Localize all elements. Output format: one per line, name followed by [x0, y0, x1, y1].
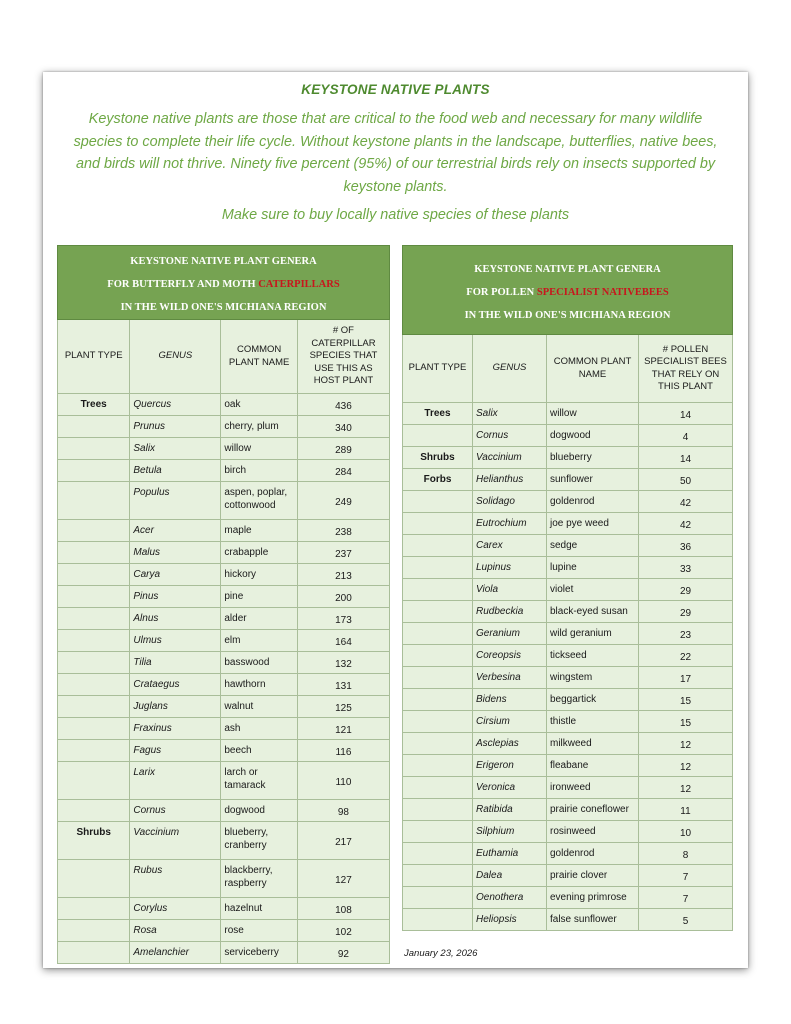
plant-type-cell	[58, 898, 130, 920]
table-row	[58, 898, 390, 920]
intro-paragraph: Keystone native plants are those that are critical to the food web and necessary for many wildlife species to complete their life cycle. Without keystone plants in the landscape, butterflies, native bees, and birds will not thrive. Ninety five percent (95%) of our terrestrial birds rely on insects supported by keystone plants.	[73, 111, 718, 195]
genus-cell: Vaccinium	[473, 447, 547, 469]
table-row	[58, 920, 390, 942]
column-header-genus: GENUS	[130, 320, 221, 394]
genus-cell: Viola	[473, 579, 547, 601]
plant-type-cell	[58, 762, 130, 800]
table-row	[403, 689, 733, 711]
common-name-cell: black-eyed susan	[547, 601, 639, 623]
common-name-cell: dogwood	[221, 800, 298, 822]
count-cell: 8	[639, 843, 733, 865]
table-row	[58, 564, 390, 586]
count-cell: 340	[297, 416, 389, 438]
count-cell: 238	[297, 520, 389, 542]
genus-cell: Quercus	[130, 394, 221, 416]
table-row	[403, 821, 733, 843]
plant-type-cell	[403, 821, 473, 843]
document-page	[43, 72, 748, 968]
table-row	[403, 843, 733, 865]
common-name-cell: birch	[221, 460, 298, 482]
genus-cell: Cirsium	[473, 711, 547, 733]
common-name-cell: hickory	[221, 564, 298, 586]
genus-cell: Erigeron	[473, 755, 547, 777]
column-header-plant-type: PLANT TYPE	[403, 335, 473, 403]
count-cell: 10	[639, 821, 733, 843]
plant-type-cell	[58, 860, 130, 898]
plant-type-cell	[58, 630, 130, 652]
table-row	[58, 822, 390, 860]
common-name-cell: false sunflower	[547, 909, 639, 931]
count-cell: 36	[639, 535, 733, 557]
count-cell: 4	[639, 425, 733, 447]
count-cell: 108	[297, 898, 389, 920]
genus-cell: Geranium	[473, 623, 547, 645]
common-name-cell: beggartick	[547, 689, 639, 711]
genus-cell: Acer	[130, 520, 221, 542]
genus-cell: Lupinus	[473, 557, 547, 579]
plant-type-cell	[403, 579, 473, 601]
common-name-cell: cherry, plum	[221, 416, 298, 438]
table-row	[403, 755, 733, 777]
plant-type-cell	[58, 482, 130, 520]
genus-cell: Bidens	[473, 689, 547, 711]
plant-type-cell	[58, 586, 130, 608]
common-name-cell: violet	[547, 579, 639, 601]
plant-type-cell	[58, 608, 130, 630]
common-name-cell: ironweed	[547, 777, 639, 799]
table-row	[403, 623, 733, 645]
plant-type-cell	[403, 733, 473, 755]
table-row	[403, 799, 733, 821]
plant-type-cell	[58, 920, 130, 942]
table-row	[58, 942, 390, 964]
column-header-genus: GENUS	[473, 335, 547, 403]
column-header-bee-count: # POLLEN SPECIALIST BEES THAT RELY ON THIS PLANT	[639, 335, 733, 403]
count-cell: 132	[297, 652, 389, 674]
common-name-cell: willow	[547, 403, 639, 425]
table-row	[58, 586, 390, 608]
table-row	[58, 800, 390, 822]
plant-type-cell	[403, 645, 473, 667]
table-row	[403, 711, 733, 733]
genus-cell: Solidago	[473, 491, 547, 513]
count-cell: 125	[297, 696, 389, 718]
count-cell: 436	[297, 394, 389, 416]
genus-cell: Crataegus	[130, 674, 221, 696]
count-cell: 173	[297, 608, 389, 630]
plant-type-cell	[403, 777, 473, 799]
caterpillars-highlight: CATERPILLARS	[258, 279, 340, 290]
table-row	[58, 740, 390, 762]
genus-cell: Populus	[130, 482, 221, 520]
genus-cell: Cornus	[473, 425, 547, 447]
genus-cell: Betula	[130, 460, 221, 482]
genus-cell: Amelanchier	[130, 942, 221, 964]
plant-type-cell: Forbs	[403, 469, 473, 491]
table-row	[403, 601, 733, 623]
common-name-cell: blackberry, raspberry	[221, 860, 298, 898]
plant-type-cell	[403, 755, 473, 777]
genus-cell: Coreopsis	[473, 645, 547, 667]
common-name-cell: aspen, poplar, cottonwood	[221, 482, 298, 520]
count-cell: 102	[297, 920, 389, 942]
plant-type-cell	[58, 696, 130, 718]
count-cell: 127	[297, 860, 389, 898]
common-name-cell: milkweed	[547, 733, 639, 755]
plant-type-cell	[58, 438, 130, 460]
table-row	[58, 608, 390, 630]
common-name-cell: thistle	[547, 711, 639, 733]
common-name-cell: blueberry	[547, 447, 639, 469]
genus-cell: Oenothera	[473, 887, 547, 909]
common-name-cell: hazelnut	[221, 898, 298, 920]
plant-type-cell	[58, 652, 130, 674]
table-row	[58, 652, 390, 674]
count-cell: 12	[639, 777, 733, 799]
plant-type-cell	[403, 623, 473, 645]
count-cell: 131	[297, 674, 389, 696]
plant-type-cell	[58, 564, 130, 586]
specialist-bees-highlight: SPECIALIST NATIVEBEES	[536, 286, 669, 298]
count-cell: 200	[297, 586, 389, 608]
count-cell: 33	[639, 557, 733, 579]
genus-cell: Heliopsis	[473, 909, 547, 931]
plant-type-cell	[403, 601, 473, 623]
plant-type-cell	[403, 557, 473, 579]
count-cell: 14	[639, 447, 733, 469]
plant-type-cell	[403, 865, 473, 887]
genus-cell: Corylus	[130, 898, 221, 920]
count-cell: 289	[297, 438, 389, 460]
plant-type-cell	[403, 491, 473, 513]
count-cell: 7	[639, 887, 733, 909]
column-header-common-name: COMMON PLANT NAME	[547, 335, 639, 403]
plant-type-cell: Trees	[58, 394, 130, 416]
genus-cell: Salix	[473, 403, 547, 425]
genus-cell: Dalea	[473, 865, 547, 887]
plant-type-cell	[403, 689, 473, 711]
table-row	[58, 630, 390, 652]
genus-cell: Eutrochium	[473, 513, 547, 535]
genus-cell: Alnus	[130, 608, 221, 630]
table-row	[403, 667, 733, 689]
count-cell: 12	[639, 755, 733, 777]
genus-cell: Asclepias	[473, 733, 547, 755]
count-cell: 5	[639, 909, 733, 931]
genus-cell: Ratibida	[473, 799, 547, 821]
genus-cell: Carya	[130, 564, 221, 586]
count-cell: 50	[639, 469, 733, 491]
count-cell: 121	[297, 718, 389, 740]
table-row	[403, 557, 733, 579]
table-row	[403, 579, 733, 601]
plant-type-cell	[58, 718, 130, 740]
table-row	[58, 696, 390, 718]
genus-cell: Cornus	[130, 800, 221, 822]
genus-cell: Prunus	[130, 416, 221, 438]
table-row	[403, 491, 733, 513]
common-name-cell: ash	[221, 718, 298, 740]
table-row	[403, 777, 733, 799]
genus-cell: Fraxinus	[130, 718, 221, 740]
table-row	[58, 762, 390, 800]
page-title: KEYSTONE NATIVE PLANTS	[301, 82, 490, 97]
column-header-common-name: COMMON PLANT NAME	[221, 320, 298, 394]
common-name-cell: wild geranium	[547, 623, 639, 645]
count-cell: 23	[639, 623, 733, 645]
table-row	[403, 887, 733, 909]
genus-cell: Vaccinium	[130, 822, 221, 860]
table-row	[58, 482, 390, 520]
count-cell: 29	[639, 601, 733, 623]
table-row	[58, 542, 390, 564]
genus-cell: Veronica	[473, 777, 547, 799]
table-row	[403, 469, 733, 491]
count-cell: 14	[639, 403, 733, 425]
count-cell: 217	[297, 822, 389, 860]
common-name-cell: evening primrose	[547, 887, 639, 909]
genus-cell: Silphium	[473, 821, 547, 843]
plant-type-cell	[58, 416, 130, 438]
table-row	[58, 674, 390, 696]
common-name-cell: prairie clover	[547, 865, 639, 887]
genus-cell: Pinus	[130, 586, 221, 608]
common-name-cell: oak	[221, 394, 298, 416]
common-name-cell: sedge	[547, 535, 639, 557]
table-row	[403, 403, 733, 425]
plant-type-cell	[403, 535, 473, 557]
genus-cell: Juglans	[130, 696, 221, 718]
table-row	[58, 438, 390, 460]
table-row	[403, 865, 733, 887]
plant-type-cell: Shrubs	[403, 447, 473, 469]
pollen-specialist-table	[402, 245, 733, 931]
plant-type-cell: Shrubs	[58, 822, 130, 860]
genus-cell: Tilia	[130, 652, 221, 674]
common-name-cell: prairie coneflower	[547, 799, 639, 821]
count-cell: 29	[639, 579, 733, 601]
caterpillar-host-table	[57, 245, 390, 964]
genus-cell: Ulmus	[130, 630, 221, 652]
pollen-table-header: KEYSTONE NATIVE PLANT GENERA FOR POLLEN SPECIALIST NATIVEBEES IN THE WILD ONE'S MICHIANA REGION	[403, 246, 733, 335]
common-name-cell: crabapple	[221, 542, 298, 564]
plant-type-cell	[403, 843, 473, 865]
genus-cell: Salix	[130, 438, 221, 460]
plant-type-cell	[58, 542, 130, 564]
count-cell: 237	[297, 542, 389, 564]
common-name-cell: beech	[221, 740, 298, 762]
genus-cell: Verbesina	[473, 667, 547, 689]
common-name-cell: goldenrod	[547, 491, 639, 513]
table-row	[58, 394, 390, 416]
table-row	[58, 460, 390, 482]
plant-type-cell	[58, 520, 130, 542]
genus-cell: Fagus	[130, 740, 221, 762]
plant-type-cell	[58, 942, 130, 964]
column-header-caterpillar-count: # OF CATERPILLAR SPECIES THAT USE THIS AS HOST PLANT	[297, 320, 389, 394]
common-name-cell: willow	[221, 438, 298, 460]
genus-cell: Carex	[473, 535, 547, 557]
common-name-cell: tickseed	[547, 645, 639, 667]
table-row	[403, 909, 733, 931]
table-row	[58, 860, 390, 898]
plant-type-cell	[403, 667, 473, 689]
common-name-cell: wingstem	[547, 667, 639, 689]
table-row	[403, 513, 733, 535]
plant-type-cell	[403, 799, 473, 821]
table-row	[403, 645, 733, 667]
count-cell: 164	[297, 630, 389, 652]
count-cell: 116	[297, 740, 389, 762]
table-row	[58, 520, 390, 542]
genus-cell: Rubus	[130, 860, 221, 898]
table-row	[58, 416, 390, 438]
common-name-cell: rosinweed	[547, 821, 639, 843]
count-cell: 110	[297, 762, 389, 800]
common-name-cell: basswood	[221, 652, 298, 674]
common-name-cell: elm	[221, 630, 298, 652]
count-cell: 17	[639, 667, 733, 689]
plant-type-cell	[58, 674, 130, 696]
caterpillar-table-header: KEYSTONE NATIVE PLANT GENERA FOR BUTTERFLY AND MOTH CATERPILLARS IN THE WILD ONE'S MICHIANA REGION	[58, 246, 390, 320]
plant-type-cell	[58, 460, 130, 482]
common-name-cell: dogwood	[547, 425, 639, 447]
common-name-cell: sunflower	[547, 469, 639, 491]
common-name-cell: pine	[221, 586, 298, 608]
table-row	[403, 447, 733, 469]
count-cell: 98	[297, 800, 389, 822]
common-name-cell: fleabane	[547, 755, 639, 777]
buy-local-note: Make sure to buy locally native species of these plants	[221, 207, 570, 223]
common-name-cell: goldenrod	[547, 843, 639, 865]
common-name-cell: serviceberry	[221, 942, 298, 964]
common-name-cell: larch or tamarack	[221, 762, 298, 800]
plant-type-cell	[403, 513, 473, 535]
common-name-cell: rose	[221, 920, 298, 942]
table-row	[403, 733, 733, 755]
common-name-cell: joe pye weed	[547, 513, 639, 535]
plant-type-cell	[58, 800, 130, 822]
common-name-cell: blueberry, cranberry	[221, 822, 298, 860]
count-cell: 12	[639, 733, 733, 755]
count-cell: 11	[639, 799, 733, 821]
genus-cell: Larix	[130, 762, 221, 800]
genus-cell: Helianthus	[473, 469, 547, 491]
plant-type-cell	[58, 740, 130, 762]
common-name-cell: lupine	[547, 557, 639, 579]
count-cell: 249	[297, 482, 389, 520]
common-name-cell: maple	[221, 520, 298, 542]
plant-type-cell	[403, 711, 473, 733]
count-cell: 42	[639, 491, 733, 513]
count-cell: 92	[297, 942, 389, 964]
genus-cell: Rosa	[130, 920, 221, 942]
plant-type-cell	[403, 909, 473, 931]
plant-type-cell	[403, 887, 473, 909]
column-header-plant-type: PLANT TYPE	[58, 320, 130, 394]
genus-cell: Rudbeckia	[473, 601, 547, 623]
common-name-cell: walnut	[221, 696, 298, 718]
footer-date: January 23, 2026	[404, 948, 478, 959]
count-cell: 15	[639, 711, 733, 733]
plant-type-cell: Trees	[403, 403, 473, 425]
count-cell: 22	[639, 645, 733, 667]
plant-type-cell	[403, 425, 473, 447]
table-row	[58, 718, 390, 740]
common-name-cell: alder	[221, 608, 298, 630]
count-cell: 42	[639, 513, 733, 535]
count-cell: 213	[297, 564, 389, 586]
count-cell: 284	[297, 460, 389, 482]
genus-cell: Euthamia	[473, 843, 547, 865]
common-name-cell: hawthorn	[221, 674, 298, 696]
genus-cell: Malus	[130, 542, 221, 564]
table-row	[403, 425, 733, 447]
count-cell: 15	[639, 689, 733, 711]
table-row	[403, 535, 733, 557]
count-cell: 7	[639, 865, 733, 887]
